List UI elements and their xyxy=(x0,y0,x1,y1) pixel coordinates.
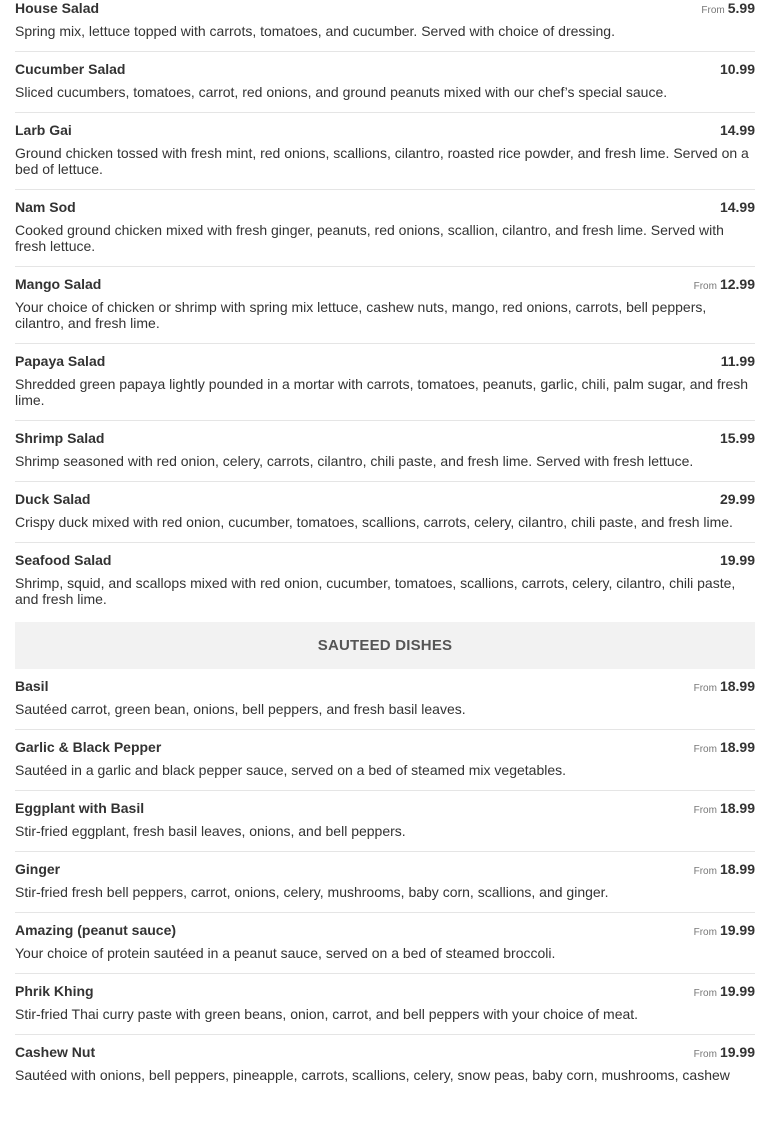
menu-item-price-wrap xyxy=(694,861,755,880)
menu-item-price: 11.99 xyxy=(720,353,755,369)
price-from-label: From xyxy=(693,866,717,877)
menu-item-header xyxy=(15,430,755,446)
menu-item[interactable] xyxy=(15,0,755,52)
price-from-label: From xyxy=(693,927,717,938)
menu-item-name: Garlic & Black Pepper xyxy=(15,739,162,755)
menu-item-header xyxy=(15,861,755,877)
menu-item-name: Cashew Nut xyxy=(15,1044,96,1060)
menu-item-price-wrap xyxy=(720,552,755,569)
menu-item-name: Eggplant with Basil xyxy=(15,800,145,816)
menu-item-header xyxy=(15,552,755,568)
menu-item-name: Cucumber Salad xyxy=(15,61,126,77)
menu-item-price: 19.99 xyxy=(719,1044,755,1060)
menu-item-price-wrap xyxy=(694,739,755,758)
menu-item-name: Nam Sod xyxy=(15,199,76,215)
menu-item-price-wrap xyxy=(694,276,755,295)
menu-item-price-wrap xyxy=(720,199,755,216)
menu-item-description: Cooked ground chicken mixed with fresh ginger, peanuts, red onions, scallion, cilantro, and fresh lime. Served with fresh lettuce. xyxy=(15,222,724,254)
menu-item[interactable] xyxy=(15,543,755,619)
menu-item-price-wrap xyxy=(720,491,755,508)
menu-item[interactable] xyxy=(15,190,755,267)
price-from-label: From xyxy=(693,1049,717,1060)
menu-item-header xyxy=(15,1044,755,1060)
menu-item-price-wrap xyxy=(694,922,755,941)
sauteed-section xyxy=(15,669,755,1095)
menu-item-price-wrap xyxy=(694,983,755,1002)
menu-item[interactable] xyxy=(15,113,755,190)
menu-item-price: 14.99 xyxy=(719,199,755,215)
menu-item-description: Sautéed carrot, green bean, onions, bell peppers, and fresh basil leaves. xyxy=(15,701,466,717)
menu-item-header xyxy=(15,353,755,369)
price-from-label: From xyxy=(693,281,717,292)
menu-list xyxy=(15,0,755,1095)
menu-item-description: Your choice of chicken or shrimp with spring mix lettuce, cashew nuts, mango, red onions, carrots, bell peppers, cilantro, and fresh lime. xyxy=(15,299,707,331)
menu-item-price-wrap xyxy=(694,678,755,697)
menu-item-description: Ground chicken tossed with fresh mint, red onions, scallions, cilantro, roasted rice powder, and fresh lime. Served on a bed of lettuce. xyxy=(15,145,749,177)
menu-item[interactable] xyxy=(15,421,755,482)
menu-item-description: Shrimp, squid, and scallops mixed with red onion, cucumber, tomatoes, scallions, carrots, celery, cilantro, chili paste, and fresh lime. xyxy=(15,575,736,607)
menu-item-description: Stir-fried Thai curry paste with green beans, onion, carrot, and bell peppers with your choice of meat. xyxy=(15,1006,639,1022)
menu-item[interactable] xyxy=(15,913,755,974)
menu-item-header xyxy=(15,800,755,816)
menu-item-header xyxy=(15,0,755,16)
menu-item-name: Papaya Salad xyxy=(15,353,106,369)
menu-item-header xyxy=(15,739,755,755)
menu-item-price: 29.99 xyxy=(719,491,755,507)
section-header-sauteed xyxy=(15,622,755,669)
menu-item-price-wrap xyxy=(694,800,755,819)
menu-item-description: Sliced cucumbers, tomatoes, carrot, red onions, and ground peanuts mixed with our chef’s special sauce. xyxy=(15,84,668,100)
price-from-label: From xyxy=(693,805,717,816)
menu-item[interactable] xyxy=(15,791,755,852)
menu-item-price: 10.99 xyxy=(719,61,755,77)
price-from-label: From xyxy=(693,683,717,694)
menu-item-price-wrap xyxy=(721,353,755,370)
salads-section xyxy=(15,0,755,619)
menu-item[interactable] xyxy=(15,730,755,791)
menu-item-price-wrap xyxy=(694,1044,755,1063)
menu-item-price-wrap xyxy=(701,0,755,19)
menu-item-name: Phrik Khing xyxy=(15,983,94,999)
menu-item-name: Ginger xyxy=(15,861,61,877)
menu-item-name: Amazing (peanut sauce) xyxy=(15,922,177,938)
menu-item-price: 18.99 xyxy=(719,739,755,755)
menu-item-price: 14.99 xyxy=(719,122,755,138)
menu-item-price: 19.99 xyxy=(719,922,755,938)
menu-item-price: 5.99 xyxy=(727,0,755,16)
menu-item-price-wrap xyxy=(720,61,755,78)
menu-item-name: Duck Salad xyxy=(15,491,91,507)
section-title: SAUTEED DISHES xyxy=(317,637,453,654)
price-from-label: From xyxy=(693,988,717,999)
menu-item-price: 12.99 xyxy=(719,276,755,292)
menu-item-header xyxy=(15,678,755,694)
menu-item-description: Sautéed in a garlic and black pepper sauce, served on a bed of steamed mix vegetables. xyxy=(15,762,567,778)
menu-item-header xyxy=(15,983,755,999)
menu-item-description: Shrimp seasoned with red onion, celery, carrots, cilantro, chili paste, and fresh lime. Served with fresh lettuce. xyxy=(15,453,694,469)
menu-item-name: Basil xyxy=(15,678,49,694)
menu-item-name: Shrimp Salad xyxy=(15,430,105,446)
menu-item[interactable] xyxy=(15,852,755,913)
menu-item-description: Shredded green papaya lightly pounded in a mortar with carrots, tomatoes, peanuts, garlic, chili, palm sugar, and fresh lime. xyxy=(15,376,749,408)
menu-item-price: 18.99 xyxy=(719,678,755,694)
menu-item-price-wrap xyxy=(720,430,755,447)
menu-item-price: 19.99 xyxy=(719,983,755,999)
menu-item-description: Stir-fried fresh bell peppers, carrot, onions, celery, mushrooms, baby corn, scallions, and ginger. xyxy=(15,884,609,900)
menu-item-description: Sautéed with onions, bell peppers, pineapple, carrots, scallions, celery, snow peas, baby corn, mushrooms, cashew xyxy=(15,1067,730,1083)
menu-item-description: Stir-fried eggplant, fresh basil leaves, onions, and bell peppers. xyxy=(15,823,406,839)
menu-item-name: Mango Salad xyxy=(15,276,102,292)
menu-item-price: 19.99 xyxy=(719,552,755,568)
menu-item-description: Spring mix, lettuce topped with carrots, tomatoes, and cucumber. Served with choice of dressing. xyxy=(15,23,615,39)
menu-item-header xyxy=(15,491,755,507)
menu-item-description: Crispy duck mixed with red onion, cucumber, tomatoes, scallions, carrots, celery, cilantro, chili paste, and fresh lime. xyxy=(15,514,733,530)
menu-item-header xyxy=(15,199,755,215)
menu-item[interactable] xyxy=(15,344,755,421)
menu-item[interactable] xyxy=(15,267,755,344)
menu-item[interactable] xyxy=(15,974,755,1035)
menu-item-name: Larb Gai xyxy=(15,122,72,138)
menu-item-price: 15.99 xyxy=(719,430,755,446)
menu-item-name: Seafood Salad xyxy=(15,552,112,568)
menu-item-header xyxy=(15,61,755,77)
menu-item-price: 18.99 xyxy=(719,800,755,816)
menu-item-header xyxy=(15,276,755,292)
menu-item-price-wrap xyxy=(720,122,755,139)
menu-item-price: 18.99 xyxy=(719,861,755,877)
menu-item[interactable] xyxy=(15,482,755,543)
menu-item-header xyxy=(15,922,755,938)
menu-item[interactable] xyxy=(15,52,755,113)
menu-item-name: House Salad xyxy=(15,0,100,16)
menu-item-header xyxy=(15,122,755,138)
price-from-label: From xyxy=(693,744,717,755)
menu-item[interactable] xyxy=(15,669,755,730)
menu-item[interactable] xyxy=(15,1035,755,1095)
menu-item-description: Your choice of protein sautéed in a peanut sauce, served on a bed of steamed broccoli. xyxy=(15,945,556,961)
price-from-label: From xyxy=(701,5,725,16)
